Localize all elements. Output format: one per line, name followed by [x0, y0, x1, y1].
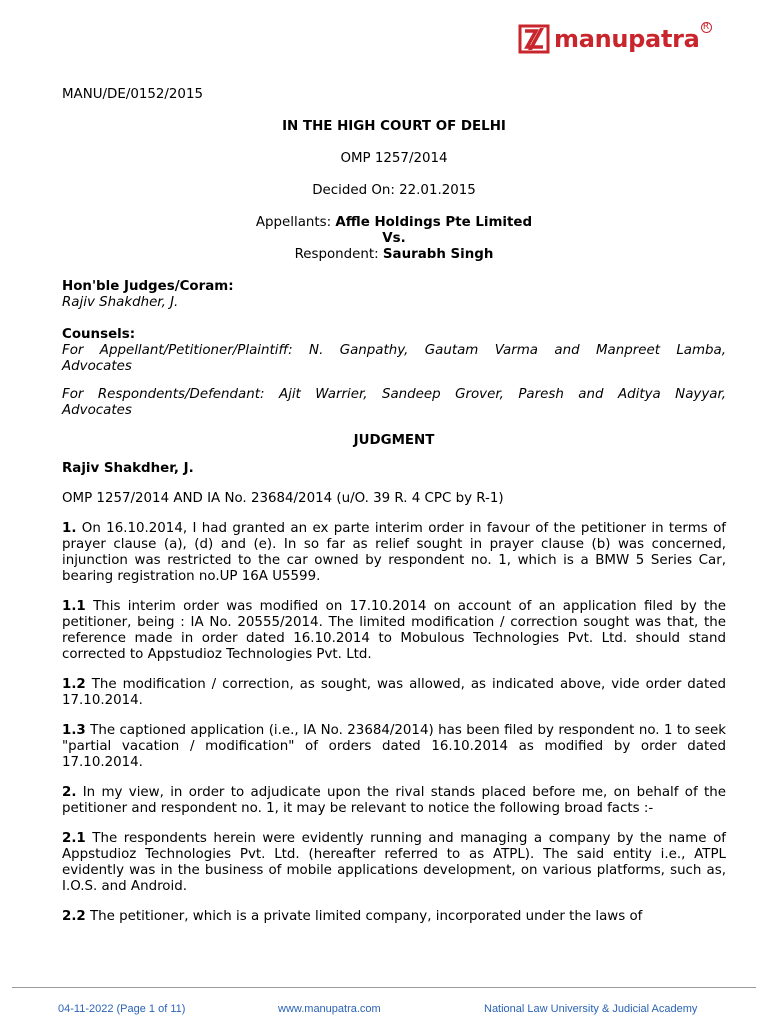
- judgment-subject: OMP 1257/2014 AND IA No. 23684/2014 (u/O. 39 R. 4 CPC by R-1): [62, 491, 504, 506]
- appellant-counsel: [62, 343, 726, 375]
- paragraph-text: The petitioner, which is a private limited company, incorporated under the laws of: [85, 909, 643, 924]
- respondent-line: [62, 247, 726, 263]
- appellant-counsel-names: N. Ganpathy, Gautam Varma and Manpreet Lamba, Advocates: [62, 343, 727, 374]
- footer-date-page: 04-11-2022 (Page 1 of 11): [58, 1003, 186, 1015]
- counsels-heading: Counsels:: [62, 327, 136, 342]
- paragraph: [62, 677, 726, 709]
- paragraph-number: 1.3: [62, 723, 86, 738]
- appellants-label: Appellants:: [255, 215, 336, 230]
- appellants-name: Affle Holdings Pte Limited: [335, 215, 533, 230]
- paragraph-text: The respondents herein were evidently running and managing a company by the name of Appstudioz Technologies Pvt. Ltd. (hereafter referred to as ATPL). The said entity i.e., ATPL evidently was in the business of mobile applications development, on various platforms, such as, I.O.S. and Android.: [62, 831, 726, 894]
- versus: Vs.: [382, 231, 406, 246]
- manupatra-logo: [518, 22, 710, 56]
- paragraph-number: 1.: [62, 521, 77, 536]
- judgment-heading: JUDGMENT: [353, 433, 435, 448]
- paragraph: [62, 723, 726, 771]
- coram-heading: Hon'ble Judges/Coram:: [62, 279, 234, 294]
- coram-judge: Rajiv Shakdher, J.: [62, 295, 179, 310]
- respondent-label: Respondent:: [294, 247, 383, 262]
- footer-website-link[interactable]: www.manupatra.com: [278, 1003, 381, 1015]
- paragraph-text: The modification / correction, as sought, was allowed, as indicated above, vide order dated 17.10.2014.: [62, 677, 726, 708]
- judgment-author: Rajiv Shakdher, J.: [62, 461, 194, 476]
- appellants-line: [62, 215, 726, 231]
- court-name: IN THE HIGH COURT OF DELHI: [282, 119, 506, 134]
- paragraph-text: In my view, in order to adjudicate upon the rival stands placed before me, on behalf of the petitioner and respondent no. 1, it may be relevant to notice the following broad facts :-: [62, 785, 726, 816]
- decided-date: Decided On: 22.01.2015: [312, 183, 476, 198]
- paragraph-text: The captioned application (i.e., IA No. 23684/2014) has been filed by respondent no. 1 to seek "partial vacation / modification" of orders dated 16.10.2014 as modified by order dated 17.10.2014.: [62, 723, 726, 770]
- paragraph-number: 1.1: [62, 599, 86, 614]
- paragraph-number: 1.2: [62, 677, 86, 692]
- registered-mark-icon: R: [701, 22, 712, 33]
- footer-institution: National Law University & Judicial Academy: [484, 1003, 698, 1015]
- citation: MANU/DE/0152/2015: [62, 87, 203, 102]
- paragraph-number: 2.2: [62, 909, 86, 924]
- appellant-counsel-label: For Appellant/Petitioner/Plaintiff:: [62, 343, 293, 358]
- document-body: [62, 87, 726, 925]
- paragraph-text: This interim order was modified on 17.10.2014 on account of an application filed by the petitioner, being : IA No. 20555/2014. The limited modification / correction sought was that, the reference made in order dated 16.10.2014 to Mobulous Technologies Pvt. Ltd. should stand corrected to Appstudioz Technologies Pvt. Ltd.: [62, 599, 726, 662]
- footer-divider: [12, 987, 756, 988]
- paragraph: [62, 785, 726, 817]
- respondent-name: Saurabh Singh: [382, 247, 494, 262]
- respondent-counsel: [62, 387, 726, 419]
- case-number: OMP 1257/2014: [340, 151, 448, 166]
- respondent-counsel-names: Ajit Warrier, Sandeep Grover, Paresh and Aditya Nayyar, Advocates: [62, 387, 726, 418]
- paragraph: [62, 599, 726, 663]
- paragraph-text: On 16.10.2014, I had granted an ex parte interim order in favour of the petitioner in terms of prayer clause (a), (d) and (e). In so far as relief sought in prayer clause (b) was concerned, injunction was restricted to the car owned by respondent no. 1, which is a BMW 5 Series Car, bearing registration no.UP 16A U5599.: [62, 521, 726, 584]
- paragraph: [62, 909, 726, 925]
- manupatra-logo-icon: [518, 23, 550, 55]
- respondent-counsel-label: For Respondents/Defendant:: [62, 387, 265, 402]
- paragraph-number: 2.1: [62, 831, 86, 846]
- paragraph-number: 2.: [62, 785, 77, 800]
- paragraph: [62, 521, 726, 585]
- logo-text: manupatra: [554, 25, 700, 53]
- paragraph: [62, 831, 726, 895]
